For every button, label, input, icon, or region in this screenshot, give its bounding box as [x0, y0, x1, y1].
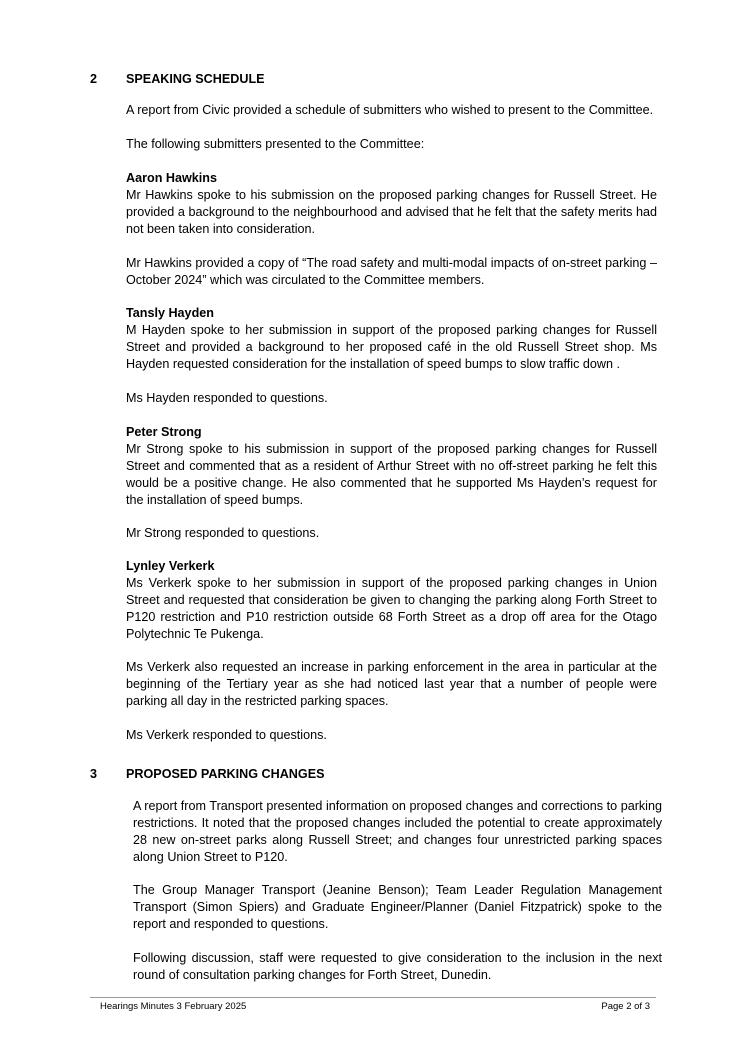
submitter-paragraph: Ms Verkerk responded to questions.	[126, 728, 327, 742]
section-paragraph: A report from Transport presented information on proposed changes and corrections to parking restrictions. It noted that the proposed changes included the potential to create approximately 28 new on-street parks along Russell Street; and changes four unrestricted parking spaces along Union Street to P120.	[133, 799, 662, 864]
intro-paragraph: The following submitters presented to the Committee:	[126, 137, 425, 151]
section-paragraph: Following discussion, staff were requested to give consideration to the inclusion in the next round of consultation parking changes for Forth Street, Dunedin.	[133, 951, 662, 982]
section-title: SPEAKING SCHEDULE	[126, 72, 265, 86]
footer-document-title: Hearings Minutes 3 February 2025	[100, 1001, 247, 1012]
section-number: 3	[90, 767, 98, 781]
submitter-paragraph: Mr Hawkins provided a copy of “The road safety and multi-modal impacts of on-street parking – October 2024” which was circulated to the Committee members.	[126, 256, 657, 287]
submitter-paragraph: Ms Verkerk spoke to her submission in support of the proposed parking changes in Union Street and requested that consideration be given to changing the parking along Forth Street to P120 restriction and P10 restriction outside 68 Forth Street as a drop off area for the Otago Polytechnic Te Pukenga.	[126, 576, 657, 641]
submitter-paragraph: Mr Hawkins spoke to his submission on the proposed parking changes for Russell Street. He provided a background to the neighbourhood and advised that he felt that the safety merits had not been taken into consideration.	[126, 188, 657, 236]
footer-divider	[90, 997, 656, 998]
section-number: 2	[90, 72, 98, 86]
submitter-name: Aaron Hawkins	[126, 171, 217, 185]
submitter-name: Peter Strong	[126, 425, 202, 439]
section-title: PROPOSED PARKING CHANGES	[126, 767, 325, 781]
submitter-paragraph: M Hayden spoke to her submission in support of the proposed parking changes for Russell Street and provided a background to her proposed café in the old Russell Street shop. Ms Hayden requested consideration for the installation of speed bumps to slow traffic down .	[126, 323, 657, 371]
footer-page-number: Page 2 of 3	[601, 1001, 650, 1012]
submitter-paragraph: Ms Hayden responded to questions.	[126, 391, 328, 405]
section-paragraph: The Group Manager Transport (Jeanine Benson); Team Leader Regulation Management Transport (Simon Spiers) and Graduate Engineer/Planner (Daniel Fitzpatrick) spoke to the report and responded to questions.	[133, 883, 662, 931]
submitter-name: Lynley Verkerk	[126, 559, 215, 573]
submitter-name: Tansly Hayden	[126, 306, 214, 320]
submitter-paragraph: Mr Strong spoke to his submission in support of the proposed parking changes for Russell Street and commented that as a resident of Arthur Street with no off-street parking he felt this would be a positive change. He also commented that he supported Ms Hayden’s request for the installation of speed bumps.	[126, 442, 657, 507]
submitter-paragraph: Ms Verkerk also requested an increase in parking enforcement in the area in particular at the beginning of the Tertiary year as she had noticed last year that a number of people were parking all day in the restricted parking spaces.	[126, 660, 657, 708]
intro-paragraph: A report from Civic provided a schedule of submitters who wished to present to the Committee.	[126, 103, 654, 117]
submitter-paragraph: Mr Strong responded to questions.	[126, 526, 320, 540]
